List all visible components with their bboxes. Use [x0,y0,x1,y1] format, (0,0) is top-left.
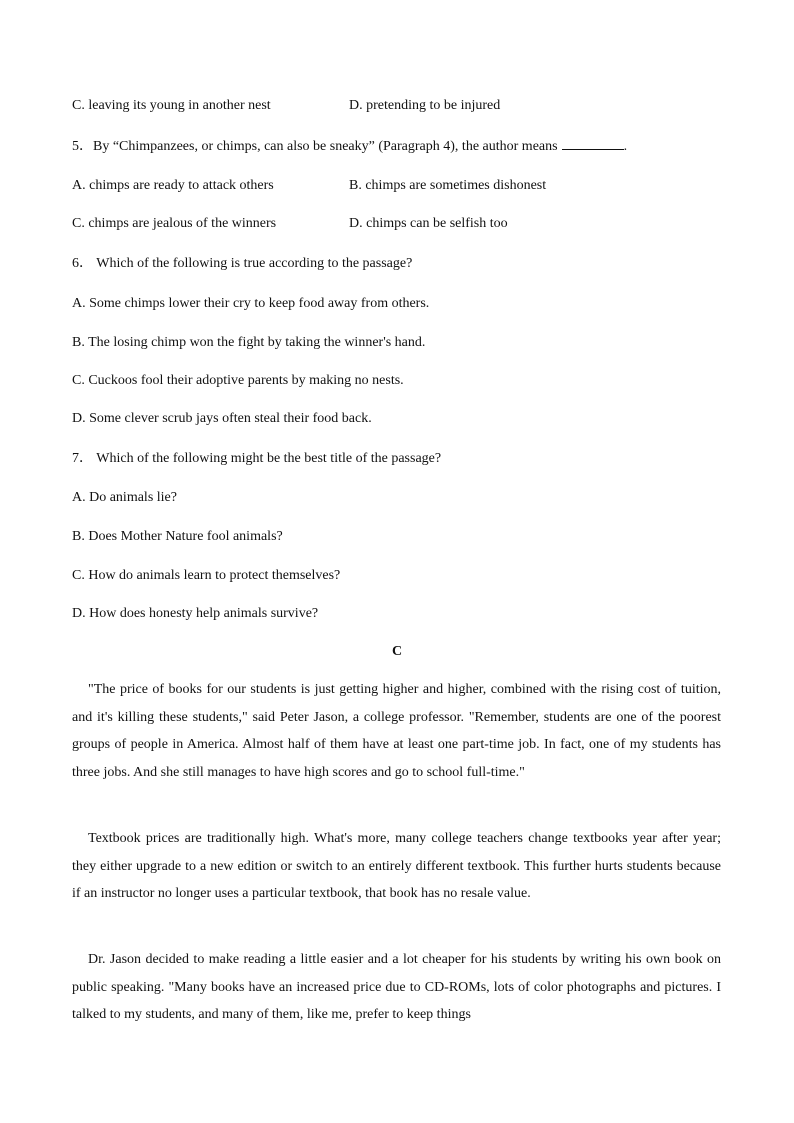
q5-stem-end: . [623,139,628,154]
q6-option-a: A. Some chimps lower their cry to keep food away from others. [72,296,430,311]
q6-option-b: B. The losing chimp won the fight by taking the winner's hand. [72,335,426,350]
q6-option-d: D. Some clever scrub jays often steal their food back. [72,411,372,426]
q4-option-c: C. leaving its young in another nest [72,98,271,113]
passage-paragraph-3: Dr. Jason decided to make reading a little easier and a lot cheaper for his students by writing his own book on public speaking. "Many books have an increased price due to CD-ROMs, lots of color photographs and pictures. I talked to my students, and many of them, like me, prefer to keep things [72,952,721,1023]
q5-option-b: B. chimps are sometimes dishonest [349,178,547,193]
section-heading: C [391,644,403,659]
q5-stem [72,137,627,156]
q7-option-d: D. How does honesty help animals survive? [72,606,319,621]
q7-option-c: C. How do animals learn to protect themselves? [72,568,341,583]
q5-option-a: A. chimps are ready to attack others [72,178,274,193]
q5-option-c: C. chimps are jealous of the winners [72,216,277,231]
q7-option-a: A. Do animals lie? [72,490,177,505]
q7-stem: 7． Which of the following might be the best title of the passage? [72,451,442,466]
q7-option-b: B. Does Mother Nature fool animals? [72,529,283,544]
q5-stem-text: 5．By “Chimpanzees, or chimps, can also be sneaky” (Paragraph 4), the author means [72,139,558,154]
q5-option-d: D. chimps can be selfish too [349,216,508,231]
answer-blank [562,137,624,150]
q4-option-d: D. pretending to be injured [349,98,501,113]
passage-paragraph-2: Textbook prices are traditionally high. What's more, many college teachers change textbooks year after year; they either upgrade to a new edition or switch to an entirely different textbook. This further hurts students because if an instructor no longer uses a particular textbook, that book has no resale value. [72,831,721,902]
passage-paragraph-1: "The price of books for our students is just getting higher and higher, combined with the rising cost of tuition, and it's killing these students," said Peter Jason, a college professor. "Remember, students are one of the poorest groups of people in America. Almost half of them have at least one part-time job. In fact, one of my students has three jobs. And she still manages to have high scores and go to school full-time." [72,682,721,780]
q6-stem: 6． Which of the following is true according to the passage? [72,256,413,271]
q6-option-c: C. Cuckoos fool their adoptive parents by making no nests. [72,373,404,388]
